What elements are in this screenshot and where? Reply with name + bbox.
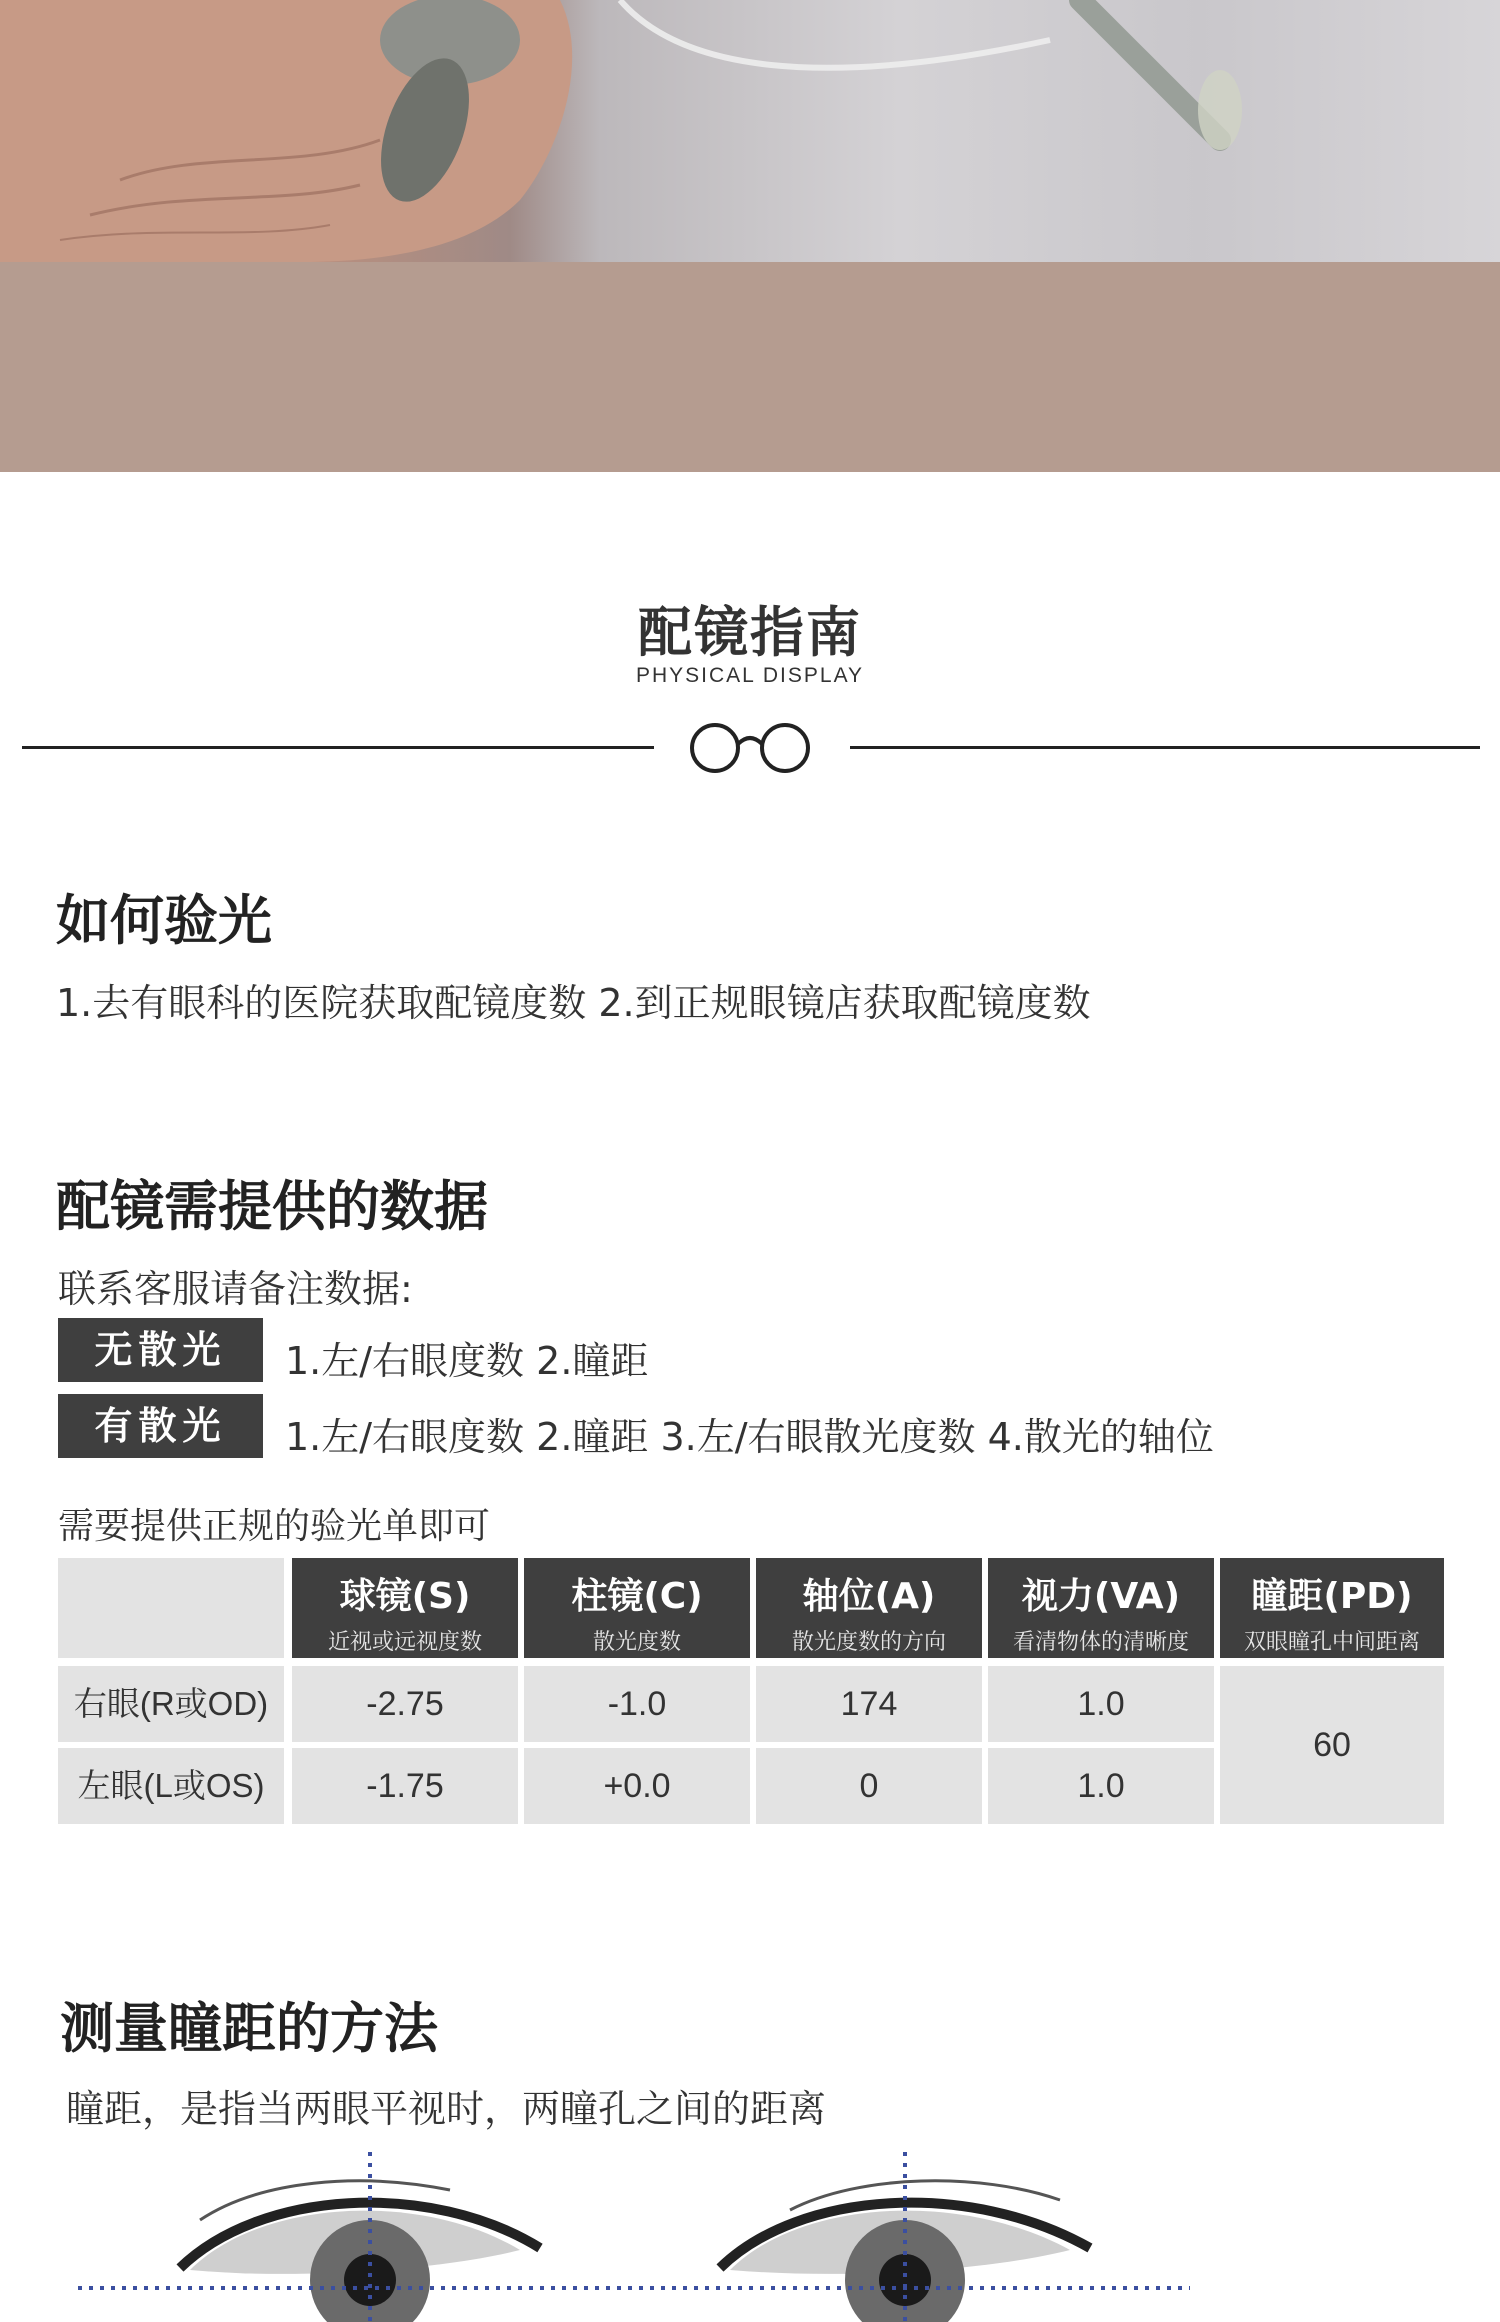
right-axis: 174	[756, 1666, 982, 1742]
row-label-left-eye: 左眼(L或OS)	[58, 1748, 284, 1824]
table-note: 需要提供正规的验光单即可	[58, 1506, 491, 1547]
glasses-icon	[683, 718, 817, 778]
header-pd	[1220, 1558, 1444, 1658]
pd-value: 60	[1220, 1666, 1444, 1824]
contact-note: 联系客服请备注数据:	[58, 1267, 413, 1311]
header-axis-desc: 散光度数的方向	[791, 1630, 946, 1655]
header-vision	[988, 1558, 1214, 1658]
astigmatism-text: 1.左/右眼度数 2.瞳距 3.左/右眼散光度数 4.散光的轴位	[285, 1415, 1214, 1459]
how-to-heading: 如何验光	[56, 889, 272, 952]
guide-subtitle: PHYSICAL DISPLAY	[635, 664, 865, 687]
left-vision: 1.0	[988, 1748, 1214, 1824]
right-cylinder: -1.0	[524, 1666, 750, 1742]
eyes-illustration	[0, 2150, 1500, 2322]
left-axis: 0	[756, 1748, 982, 1824]
left-cylinder: +0.0	[524, 1748, 750, 1824]
header-cylinder-label: 柱镜(C)	[571, 1576, 703, 1617]
pd-method-heading: 测量瞳距的方法	[60, 1997, 438, 2060]
guide-title: 配镜指南	[638, 601, 862, 664]
header-sphere	[292, 1558, 518, 1658]
header-vision-desc: 看清物体的清晰度	[1012, 1630, 1189, 1655]
product-photo	[0, 0, 1500, 262]
header-vision-label: 视力(VA)	[1021, 1576, 1181, 1617]
divider-left	[22, 746, 654, 749]
header-axis-label: 轴位(A)	[802, 1576, 936, 1617]
left-sphere: -1.75	[292, 1748, 518, 1824]
color-band	[0, 262, 1500, 472]
header-sphere-desc: 近视或远视度数	[327, 1630, 482, 1655]
how-to-text: 1.去有眼科的医院获取配镜度数 2.到正规眼镜店获取配镜度数	[56, 981, 1091, 1025]
header-sphere-label: 球镜(S)	[339, 1576, 471, 1617]
header-pd-label: 瞳距(PD)	[1251, 1576, 1413, 1617]
table-corner	[58, 1558, 284, 1658]
no-astigmatism-tag: 无散光	[58, 1318, 263, 1382]
astigmatism-tag: 有散光	[58, 1394, 263, 1458]
data-needed-heading: 配镜需提供的数据	[56, 1175, 488, 1238]
pd-method-text: 瞳距，是指当两眼平视时，两瞳孔之间的距离	[66, 2087, 827, 2131]
right-vision: 1.0	[988, 1666, 1214, 1742]
no-astigmatism-text: 1.左/右眼度数 2.瞳距	[285, 1339, 649, 1383]
header-cylinder-desc: 散光度数	[592, 1630, 681, 1655]
divider-right	[850, 746, 1480, 749]
header-cylinder	[524, 1558, 750, 1658]
header-axis	[756, 1558, 982, 1658]
row-label-right-eye: 右眼(R或OD)	[58, 1666, 284, 1742]
right-sphere: -2.75	[292, 1666, 518, 1742]
header-pd-desc: 双眼瞳孔中间距离	[1243, 1630, 1420, 1655]
